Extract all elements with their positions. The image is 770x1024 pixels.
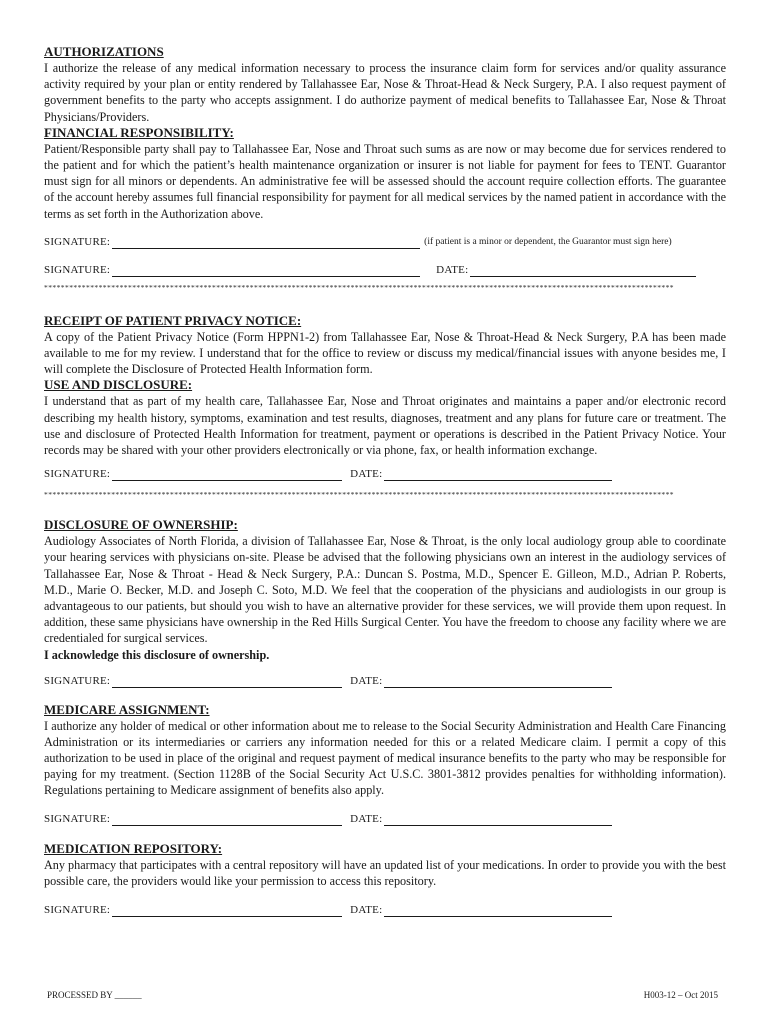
signature-label: SIGNATURE: (44, 468, 111, 481)
medicare-signature-field[interactable] (112, 815, 342, 826)
authorizations-text: I authorize the release of any medical information necessary to process the insurance claim form for services and/or quality assurance activity required by your plan or entity rendered by Tallahassee Ear, Nose & Throat-Head & Neck Surgery, P.A. I also request payment of government benefits to the party who accepts assignment. I do authorize payment of medical benefits to Tallahassee Ear, Nose & Throat Physicians/Providers. (44, 61, 726, 124)
privacy-heading: RECEIPT OF PATIENT PRIVACY NOTICE: (44, 312, 302, 328)
ownership-heading: DISCLOSURE OF OWNERSHIP: (44, 517, 238, 533)
repository-signature-field[interactable] (112, 906, 342, 917)
financial-signature-field[interactable] (112, 266, 420, 277)
separator-line: ****************************************************************************************************************************************************** (44, 282, 674, 292)
ownership-text: Audiology Associates of North Florida, a division of Tallahassee Ear, Nose & Throat, is the only local audiology group able to coordinate your hearing services with physicians on-site. Please be advised that the following physicians own an interest in the audiology services of Tallahassee Ear, Nose & Throat - Head & Neck Surgery, P.A.: Duncan S. Postma, M.D., Spencer E. Gilleon, M.D., Adrian P. Roberts, M.D., Marie O. Becker, M.D. and Joseph C. Soto, M.D. We feel that the cooperation of the physicians and audiologists in our group is advantageous to our patients, but should you wish to have an alternative provider for these services, we will provide them upon request. In addition, these same physicians have ownership in the Red Hills Surgical Center. You have the freedom to choose any facility where we are credentialed for surgical services. (44, 534, 726, 646)
separator-line: ****************************************************************************************************************************************************** (44, 490, 674, 500)
repository-text: Any pharmacy that participates with a central repository will have an updated list of your medications. In order to provide you with the best possible care, the providers would like your permission to access this repository. (44, 857, 726, 888)
use-disclosure-heading: USE AND DISCLOSURE: (44, 377, 193, 393)
guarantor-signature-field[interactable] (112, 238, 420, 249)
use-date-field[interactable] (384, 470, 612, 481)
repository-signature-row (44, 903, 726, 917)
signature-label: SIGNATURE: (44, 812, 111, 825)
signature-label: SIGNATURE: (44, 235, 111, 248)
repository-date-field[interactable] (384, 906, 612, 917)
date-label: DATE: (350, 812, 383, 825)
medicare-signature-row (44, 812, 726, 826)
medicare-heading: MEDICARE ASSIGNMENT: (44, 701, 210, 717)
financial-date-field[interactable] (470, 266, 696, 277)
use-disclosure-text: I understand that as part of my health care, Tallahassee Ear, Nose and Throat originates and maintains a paper and/or electronic record describing my health history, symptoms, examination and test results, diagnoses, treatment and any plans for future care or treatment. The use and disclosure of Protected Health Information for treatment, payment or operations is described in the Patient Privacy Notice. Your records may be shared with your other providers electronically or via phone, fax, or health information exchange. (44, 394, 726, 458)
processed-by-label: PROCESSED BY ______ (47, 990, 142, 1000)
financial-text: Patient/Responsible party shall pay to Tallahassee Ear, Nose and Throat such sums as are now or may become due for services rendered to the patient and for which the patient’s health maintenance organization or insurer is not liable for payment for fees to TENT. Guarantor must sign for all minors or dependents. An administrative fee will be assessed should the account require collection efforts. The guarantee of the account hereby assumes full financial responsibility for payment for all medical services by the named patient in accordance with the terms as set forth in the Authorization above. (44, 141, 726, 221)
medicare-date-field[interactable] (384, 815, 612, 826)
date-label: DATE: (350, 468, 383, 481)
medicare-text: I authorize any holder of medical or other information about me to release to the Social Security Administration and Health Care Financing Administration or its intermediaries or carriers any information needed for this or a related Medicare claim. I permit a copy of this authorization to be used in place of the original and request payment of medical insurance benefits to the party who may be responsible for paying for my treatment. (Section 1128B of the Social Security Act U.S.C. 3801-3812 provides penalties for withholding information). Regulations pertaining to Medicare assignment of benefits also apply. (44, 718, 726, 798)
financial-heading: FINANCIAL RESPONSIBILITY: (44, 124, 234, 140)
consent-form-page (44, 44, 726, 917)
date-label: DATE: (350, 904, 383, 917)
ownership-signature-field[interactable] (112, 677, 342, 688)
form-code: H003-12 – Oct 2015 (643, 990, 718, 1000)
authorizations-heading: AUTHORIZATIONS (44, 44, 164, 59)
repository-heading: MEDICATION REPOSITORY: (44, 840, 223, 856)
ownership-signature-row (44, 674, 726, 688)
signature-label: SIGNATURE: (44, 674, 111, 687)
financial-signature-row (44, 263, 726, 277)
date-label: DATE: (436, 263, 469, 276)
ownership-acknowledge: I acknowledge this disclosure of ownership. (44, 647, 270, 662)
use-signature-field[interactable] (112, 470, 342, 481)
guarantor-signature-row (44, 235, 726, 249)
signature-label: SIGNATURE: (44, 904, 111, 917)
privacy-text: A copy of the Patient Privacy Notice (Form HPPN1-2) from Tallahassee Ear, Nose & Throat-Head & Neck Surgery, P.A has been made available to me for my review. I understand that for the office to review or discuss my medical/financial issues with anyone besides me, I will complete the Disclosure of Protected Health Information form. (44, 329, 726, 377)
signature-label: SIGNATURE: (44, 263, 111, 276)
guarantor-note: (if patient is a minor or dependent, the Guarantor must sign here) (424, 236, 672, 247)
ownership-date-field[interactable] (384, 677, 612, 688)
date-label: DATE: (350, 674, 383, 687)
use-signature-row (44, 467, 726, 481)
